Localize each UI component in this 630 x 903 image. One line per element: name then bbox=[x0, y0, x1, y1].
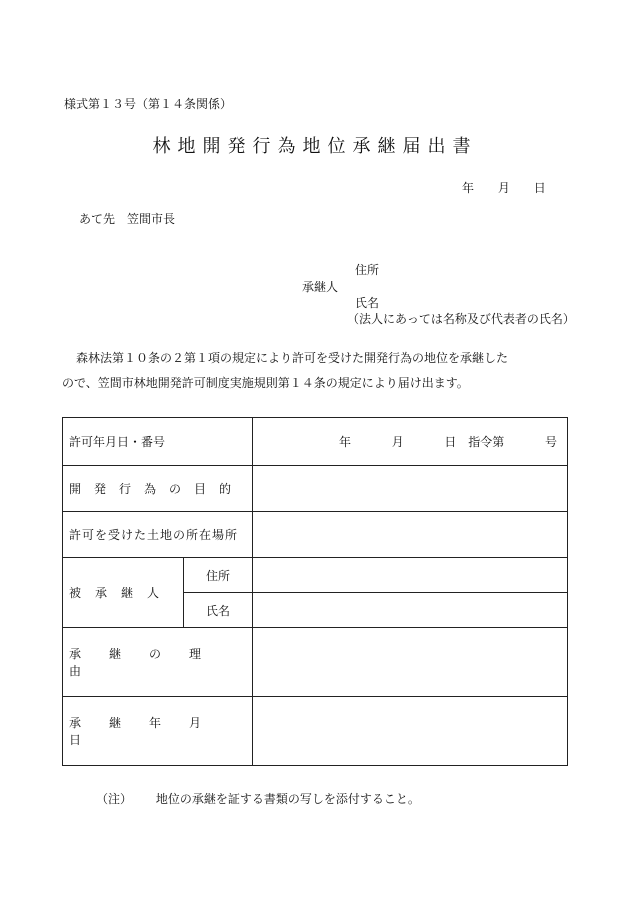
row-predecessor-address bbox=[63, 558, 568, 593]
predecessor-label-cell bbox=[63, 558, 184, 628]
row-reason bbox=[63, 628, 568, 697]
row-succession-date bbox=[63, 697, 568, 766]
location-label-cell bbox=[63, 512, 253, 558]
permit-day: 日 bbox=[444, 435, 457, 449]
notification-form-table bbox=[62, 417, 568, 766]
permit-date-field[interactable] bbox=[253, 418, 568, 466]
applicant-heir-label: 承継人 bbox=[302, 280, 339, 294]
date-month: 月 bbox=[497, 181, 510, 195]
row-location bbox=[63, 512, 568, 558]
reason-field[interactable] bbox=[253, 628, 568, 697]
row-permit bbox=[63, 418, 568, 466]
applicant-name-label: 氏名 bbox=[355, 296, 380, 310]
permit-number: 号 bbox=[544, 435, 557, 449]
location-field[interactable] bbox=[253, 512, 568, 558]
permit-designation: 指令第 bbox=[468, 435, 505, 449]
body-line-1: 森林法第１０条の２第１項の規定により許可を受けた開発行為の地位を承継した bbox=[76, 351, 509, 365]
predecessor-label: 被承継人 bbox=[69, 586, 174, 600]
footer-note bbox=[96, 790, 420, 807]
predecessor-address-label-cell bbox=[184, 558, 253, 593]
row-purpose bbox=[63, 466, 568, 512]
recipient: あて先 笠間市長 bbox=[79, 212, 176, 226]
body-text bbox=[62, 346, 572, 396]
purpose-field[interactable] bbox=[253, 466, 568, 512]
predecessor-name-label: 氏名 bbox=[205, 603, 230, 618]
note-mark: （注） bbox=[96, 792, 133, 806]
date-year: 年 bbox=[462, 181, 475, 195]
predecessor-address-field[interactable] bbox=[253, 558, 568, 593]
applicant-address-label: 住所 bbox=[355, 263, 380, 277]
body-line-2: ので、笠間市林地開発許可制度実施規則第１４条の規定により届け出ます。 bbox=[62, 376, 469, 390]
predecessor-address-label: 住所 bbox=[205, 568, 230, 583]
predecessor-name-label-cell bbox=[184, 593, 253, 628]
reason-label: 承継の理由 bbox=[69, 647, 230, 678]
date-day: 日 bbox=[533, 181, 546, 195]
succession-date-label: 承継年月日 bbox=[69, 716, 230, 747]
permit-date-label: 許可年月日・番号 bbox=[69, 435, 166, 449]
location-label: 許可を受けた土地の所在場所 bbox=[69, 528, 239, 542]
form-number: 様式第１３号（第１４条関係） bbox=[64, 97, 233, 111]
purpose-label-cell bbox=[63, 466, 253, 512]
predecessor-name-field[interactable] bbox=[253, 593, 568, 628]
purpose-label: 開発行為の目的 bbox=[69, 482, 245, 496]
permit-year: 年 bbox=[339, 435, 352, 449]
succession-date-label-cell bbox=[63, 697, 253, 766]
permit-date-label-cell bbox=[63, 418, 253, 466]
note-text: 地位の承継を証する書類の写しを添付すること。 bbox=[155, 792, 420, 806]
reason-label-cell bbox=[63, 628, 253, 697]
applicant-name-note: （法人にあっては名称及び代表者の氏名） bbox=[347, 312, 575, 326]
permit-month: 月 bbox=[391, 435, 404, 449]
document-title: 林地開発行為地位承継届出書 bbox=[152, 136, 478, 157]
submission-date bbox=[462, 179, 546, 196]
succession-date-field[interactable] bbox=[253, 697, 568, 766]
